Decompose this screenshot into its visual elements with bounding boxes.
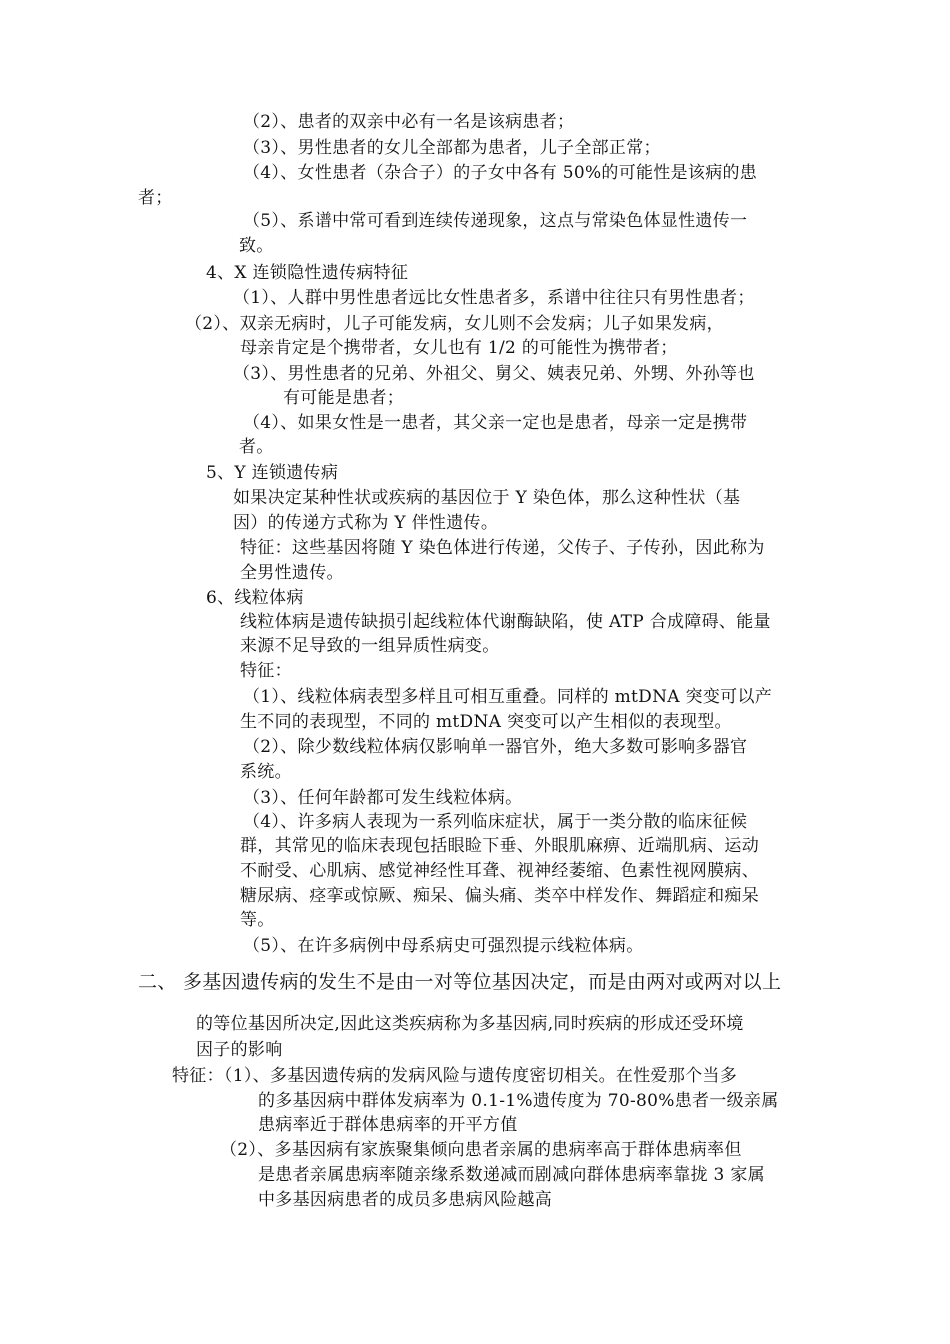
text-line: （2）、除少数线粒体病仅影响单一器官外，绝大多数可影响多器官 — [243, 737, 748, 757]
text-line: 特征：这些基因将随 Y 染色体进行传递，父传子、子传孙，因此称为 — [240, 538, 765, 558]
text-line: 致。 — [239, 236, 274, 256]
text-line: 有可能是患者； — [283, 388, 405, 408]
section-heading: 6、线粒体病 — [206, 588, 304, 608]
text-line: （3）、任何年龄都可发生线粒体病。 — [243, 788, 523, 808]
text-line: （4）、如果女性是一患者，其父亲一定也是患者，母亲一定是携带 — [243, 413, 748, 433]
text-line: 特征：（1）、多基因遗传病的发病风险与遗传度密切相关。在性爱那个当多 — [172, 1066, 738, 1086]
section-heading: 二、 多基因遗传病的发生不是由一对等位基因决定，而是由两对或两对以上 — [138, 971, 782, 993]
section-heading: 5、Y 连锁遗传病 — [206, 463, 339, 483]
section-heading: 4、X 连锁隐性遗传病特征 — [206, 263, 409, 283]
text-line: 等。 — [240, 910, 275, 930]
text-line: 母亲肯定是个携带者，女儿也有 1/2 的可能性为携带者； — [240, 338, 678, 358]
text-line: 患病率近于群体患病率的开平方值 — [258, 1115, 518, 1135]
text-line: 糖尿病、痉挛或惊厥、痴呆、偏头痛、类卒中样发作、舞蹈症和痴呆 — [240, 886, 759, 906]
text-line: （3）、男性患者的兄弟、外祖父、舅父、姨表兄弟、外甥、外孙等也 — [233, 364, 755, 384]
text-line: （1）、人群中男性患者远比女性患者多，系谱中往往只有男性患者； — [233, 288, 755, 308]
text-line: 不耐受、心肌病、感觉神经性耳聋、视神经萎缩、色素性视网膜病、 — [240, 861, 759, 881]
text-line: 者； — [138, 188, 173, 208]
text-line: （4）、女性患者（杂合子）的子女中各有 50%的可能性是该病的患 — [243, 163, 758, 183]
text-line: 中多基因病患者的成员多患病风险越高 — [258, 1190, 553, 1210]
text-line: （2）、双亲无病时，儿子可能发病，女儿则不会发病；儿子如果发病， — [185, 314, 724, 334]
text-line: 因子的影响 — [196, 1040, 283, 1060]
text-line: 生不同的表现型，不同的 mtDNA 突变可以产生相似的表现型。 — [240, 712, 732, 732]
text-line: （3）、男性患者的女儿全部都为患者，儿子全部正常； — [243, 138, 661, 158]
text-line: 群，其常见的临床表现包括眼睑下垂、外眼肌麻痹、近端肌病、运动 — [240, 836, 759, 856]
text-line: 是患者亲属患病率随亲缘系数递减而剧减向群体患病率靠拢 3 家属 — [258, 1165, 765, 1185]
text-line: 如果决定某种性状或疾病的基因位于 Y 染色体，那么这种性状（基 — [233, 488, 741, 508]
text-line: 因）的传递方式称为 Y 伴性遗传。 — [233, 513, 499, 533]
text-line: （1）、线粒体病表型多样且可相互重叠。同样的 mtDNA 突变可以产 — [243, 687, 773, 707]
text-line: （2）、患者的双亲中必有一名是该病患者； — [243, 112, 575, 132]
text-line: 来源不足导致的一组异质性病变。 — [240, 636, 500, 656]
text-line: 系统。 — [240, 762, 292, 782]
text-line: （5）、在许多病例中母系病史可强烈提示线粒体病。 — [243, 936, 644, 956]
text-line: 的等位基因所决定,因此这类疾病称为多基因病,同时疾病的形成还受环境 — [196, 1014, 744, 1034]
text-line: （5）、系谱中常可看到连续传递现象，这点与常染色体显性遗传一 — [243, 211, 748, 231]
text-line: （2）、多基因病有家族聚集倾向患者亲属的患病率高于群体患病率但 — [220, 1140, 742, 1160]
text-line: 者。 — [239, 437, 274, 457]
text-line: 全男性遗传。 — [240, 563, 344, 583]
text-line: （4）、许多病人表现为一系列临床症状，属于一类分散的临床征候 — [243, 812, 748, 832]
text-line: 特征： — [240, 661, 292, 681]
text-line: 线粒体病是遗传缺损引起线粒体代谢酶缺陷，使 ATP 合成障碍、能量 — [240, 612, 771, 632]
text-line: 的多基因病中群体发病率为 0.1-1%遗传度为 70-80%患者一级亲属 — [258, 1091, 779, 1111]
